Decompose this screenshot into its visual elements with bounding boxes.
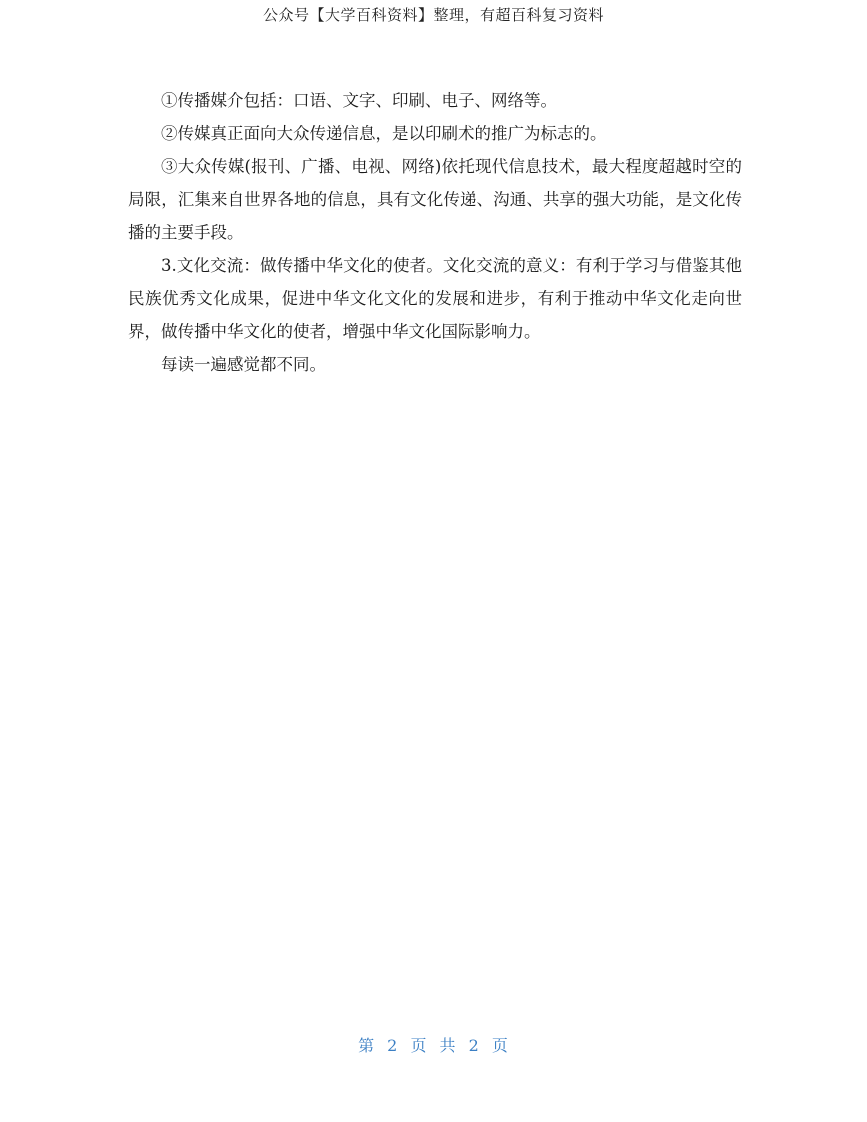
paragraph-cultural-exchange: 3.文化交流：做传播中华文化的使者。文化交流的意义：有利于学习与借鉴其他民族优秀文化成果，促进中华文化文化的发展和进步，有利于推动中华文化走向世界，做传播中华文化的使者，增强中华文化国际影响力。 [128,256,742,341]
page-header: 公众号【大学百科资料】整理，有超百科复习资料 [262,6,604,24]
paragraph-printing: ②传媒真正面向大众传递信息，是以印刷术的推广为标志的。 [161,124,607,143]
paragraph-media-types: ①传播媒介包括：口语、文字、印刷、电子、网络等。 [161,91,557,110]
page-number: 第 2 页 共 2 页 [358,1036,509,1055]
paragraph-mass-media: ③大众传媒(报刊、广播、电视、网络)依托现代信息技术，最大程度超越时空的局限，汇集来自世界各地的信息，具有文化传递、沟通、共享的强大功能，是文化传播的主要手段。 [128,157,742,242]
paragraph-closing: 每读一遍感觉都不同。 [161,355,326,374]
document-body [128,84,742,381]
